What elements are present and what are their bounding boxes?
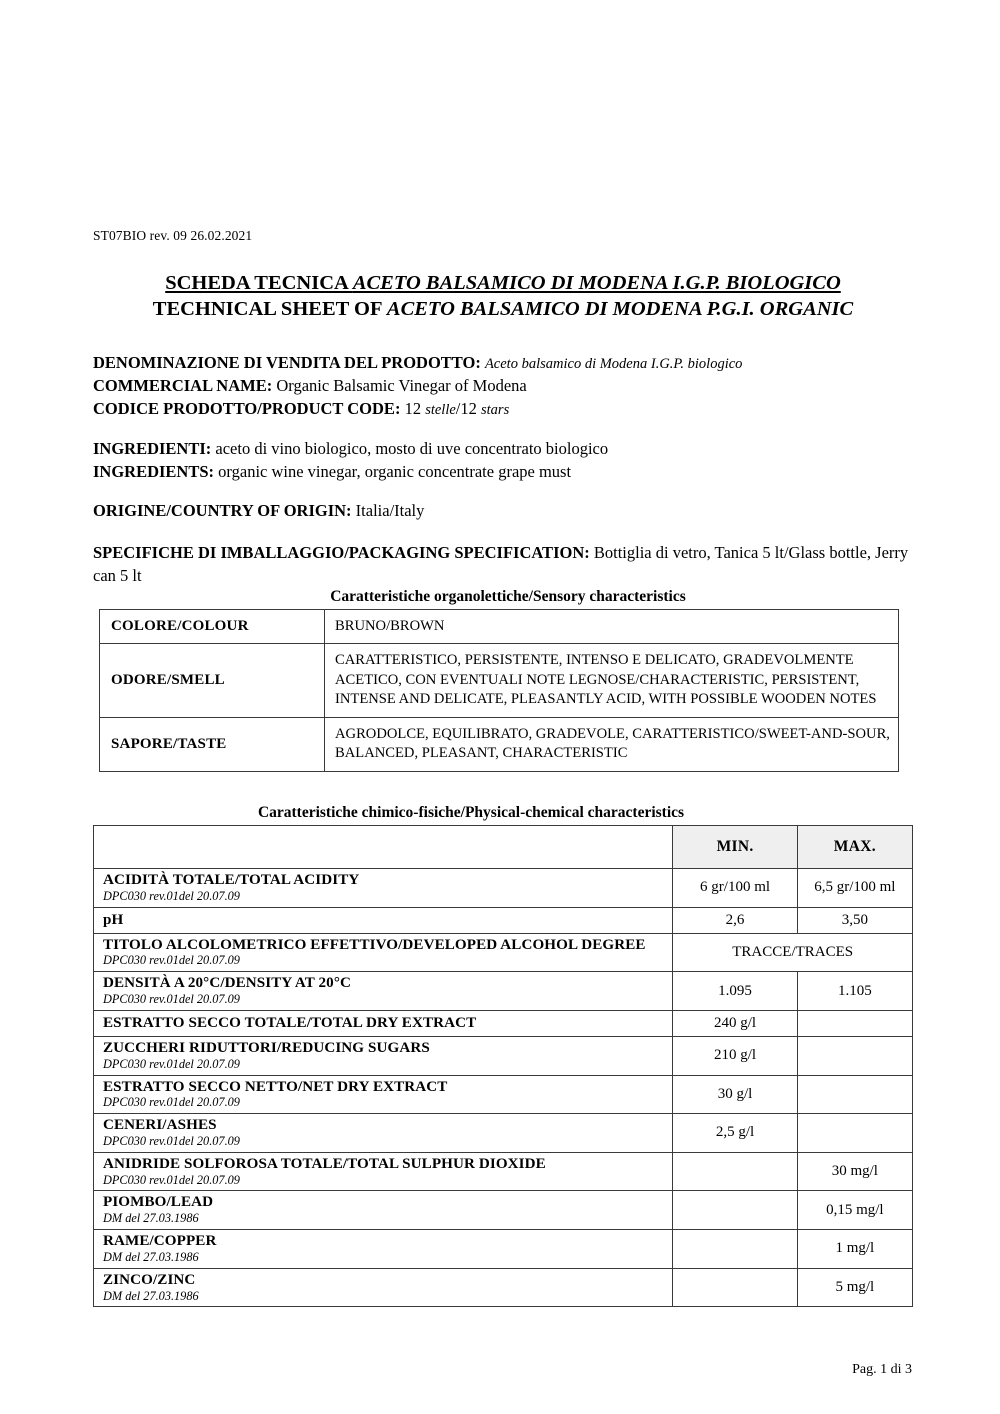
chemical-value-max: 30 mg/l (797, 1152, 912, 1191)
chemical-parameter-name: TITOLO ALCOLOMETRICO EFFETTIVO/DEVELOPED ALCOHOL DEGREE (103, 936, 646, 953)
table-row (94, 1114, 913, 1153)
chemical-parameter-reference: DPC030 rev.01del 20.07.09 (103, 1172, 240, 1187)
chemical-parameter-cell (94, 1191, 673, 1230)
chemical-value-min: 2,6 (673, 907, 797, 933)
sensory-row-value: CARATTERISTICO, PERSISTENTE, INTENSO E DELICATO, GRADEVOLMENTE ACETICO, CON EVENTUALI NOTE LEGNOSE/CHARACTERISTIC, PERSISTENT, INTENSE AND DELICATE, PLEASANTLY ACID, WITH POSSIBLE WOODEN NOTES (325, 644, 899, 718)
packaging-label: SPECIFICHE DI IMBALLAGGIO/PACKAGING SPECIFICATION: (93, 543, 590, 563)
chemical-value-max: 0,15 mg/l (797, 1191, 912, 1230)
title-line-english-emphasis: ACETO BALSAMICO DI MODENA P.G.I. ORGANIC (386, 298, 854, 321)
origin-label: ORIGINE/COUNTRY OF ORIGIN: (93, 501, 352, 521)
chemical-parameter-cell (94, 1036, 673, 1075)
chemical-characteristics-table (93, 825, 913, 1308)
chemical-value-min: 1.095 (673, 972, 797, 1011)
chemical-parameter-reference: DM del 27.03.1986 (103, 1288, 199, 1303)
origin-value: Italia/Italy (355, 501, 425, 521)
packaging-value: Bottiglia di vetro, Tanica 5 lt/Glass bottle, Jerry can 5 lt (93, 543, 909, 585)
chemical-value-min: 240 g/l (673, 1010, 797, 1036)
document-title-block (93, 270, 913, 322)
product-code-value-number: 12 (404, 399, 426, 418)
product-code-value-english: stars (481, 402, 510, 418)
chemical-parameter-cell (94, 1152, 673, 1191)
packaging-line (93, 542, 913, 588)
chemical-value-min (673, 1152, 797, 1191)
chemical-parameter-reference: DPC030 rev.01del 20.07.09 (103, 1134, 240, 1149)
product-code-label: CODICE PRODOTTO/PRODUCT CODE (93, 399, 395, 418)
chemical-parameter-name: ACIDITÀ TOTALE/TOTAL ACIDITY (103, 871, 360, 888)
ingredients-label: INGREDIENTS (93, 461, 209, 481)
chemical-parameter-reference: DPC030 rev.01del 20.07.09 (103, 992, 240, 1007)
chemical-parameter-name: PIOMBO/LEAD (103, 1194, 214, 1211)
table-row (94, 868, 913, 907)
chemical-value-min (673, 1268, 797, 1307)
title-line-italian (93, 270, 913, 296)
commercial-name-value: Organic Balsamic Vinegar of Modena (276, 376, 527, 396)
product-code-line: CODICE PRODOTTO/PRODUCT CODE: 12 stelle/12 stars (93, 399, 510, 418)
page-footer: Pag. 1 di 3 (852, 1362, 912, 1377)
chemical-parameter-reference: DPC030 rev.01del 20.07.09 (103, 888, 240, 903)
ingredienti-value: aceto di vino biologico, mosto di uve concentrato biologico (215, 438, 609, 458)
chemical-header-min: MIN. (673, 825, 797, 868)
chemical-value-max (797, 1036, 912, 1075)
chemical-parameter-reference: DM del 27.03.1986 (103, 1250, 199, 1265)
chemical-parameter-name: ESTRATTO SECCO TOTALE/TOTAL DRY EXTRACT (103, 1014, 477, 1031)
chemical-parameter-cell (94, 1010, 673, 1036)
table-row (94, 1036, 913, 1075)
sensory-row-label: ODORE/SMELL (100, 644, 325, 718)
chemical-parameter-cell (94, 1268, 673, 1307)
ingredients-line: INGREDIENTS: organic wine vinegar, organic concentrate grape must (93, 461, 572, 481)
commercial-name-label: COMMERCIAL NAME (93, 376, 267, 396)
chemical-parameter-name: DENSITÀ A 20°C/DENSITY AT 20°C (103, 975, 351, 992)
product-code-value-separator: /12 (455, 399, 482, 418)
product-code-value-italian: stelle (425, 402, 456, 418)
title-line-italian-plain: SCHEDA TECNICA (165, 272, 353, 294)
table-row (94, 1230, 913, 1269)
title-line-english (93, 296, 913, 322)
chemical-parameter-cell (94, 907, 673, 933)
commercial-name-line: COMMERCIAL NAME: Organic Balsamic Vinegar of Modena (93, 376, 527, 396)
spacer-between-tables (93, 772, 913, 804)
table-row (94, 1010, 913, 1036)
table-row (94, 1152, 913, 1191)
chemical-value-min: 6 gr/100 ml (673, 868, 797, 907)
chemical-value-span: TRACCE/TRACES (673, 933, 913, 972)
chemical-parameter-reference: DPC030 rev.01del 20.07.09 (103, 1056, 240, 1071)
document-revision-code: ST07BIO rev. 09 26.02.2021 (93, 228, 253, 243)
chemical-parameter-cell (94, 1075, 673, 1114)
chemical-table-body (94, 868, 913, 1307)
chemical-parameter-cell (94, 1230, 673, 1269)
chemical-parameter-cell (94, 933, 673, 972)
ingredienti-label: INGREDIENTI (93, 438, 206, 458)
chemical-parameter-reference: DPC030 rev.01del 20.07.09 (103, 1095, 240, 1110)
sensory-table-caption: Caratteristiche organolettiche/Sensory characteristics (330, 587, 686, 605)
ingredients-value: organic wine vinegar, organic concentrate grape must (218, 461, 572, 481)
table-row (100, 644, 899, 718)
denominazione-value: Aceto balsamico di Modena I.G.P. biologico (484, 356, 743, 373)
chemical-value-min (673, 1191, 797, 1230)
chemical-parameter-name: ANIDRIDE SOLFOROSA TOTALE/TOTAL SULPHUR DIOXIDE (103, 1155, 546, 1172)
chemical-value-max: 1 mg/l (797, 1230, 912, 1269)
chemical-header-max: MAX. (797, 825, 912, 868)
chemical-table-caption: Caratteristiche chimico-fisiche/Physical-chemical characteristics (257, 803, 685, 821)
table-row (94, 972, 913, 1011)
sensory-row-label: COLORE/COLOUR (100, 609, 325, 644)
sensory-row-label: SAPORE/TASTE (100, 717, 325, 771)
sensory-row-value: BRUNO/BROWN (325, 609, 899, 644)
chemical-value-max: 3,50 (797, 907, 912, 933)
sensory-characteristics-table (99, 609, 899, 772)
table-row (100, 609, 899, 644)
chemical-parameter-name: ESTRATTO SECCO NETTO/NET DRY EXTRACT (103, 1078, 448, 1095)
table-row (94, 933, 913, 972)
chemical-parameter-cell (94, 1114, 673, 1153)
table-row (94, 1191, 913, 1230)
chemical-table-header-row (94, 825, 913, 868)
table-row (100, 717, 899, 771)
chemical-value-min: 2,5 g/l (673, 1114, 797, 1153)
chemical-parameter-reference: DPC030 rev.01del 20.07.09 (103, 953, 240, 968)
chemical-value-min: 210 g/l (673, 1036, 797, 1075)
chemical-parameter-name: ZUCCHERI RIDUTTORI/REDUCING SUGARS (103, 1039, 430, 1056)
chemical-value-max (797, 1075, 912, 1114)
chemical-parameter-cell (94, 972, 673, 1011)
spacer-after-origin (93, 523, 913, 542)
chemical-parameter-reference: DM del 27.03.1986 (103, 1211, 199, 1226)
chemical-parameter-name: RAME/COPPER (103, 1233, 217, 1250)
table-row (94, 1075, 913, 1114)
title-line-english-plain: TECHNICAL SHEET OF (152, 298, 387, 321)
chemical-parameter-name: ZINCO/ZINC (103, 1271, 196, 1288)
document-body (93, 228, 913, 1307)
chemical-header-blank (94, 825, 673, 868)
chemical-value-max (797, 1010, 912, 1036)
chemical-parameter-name: CENERI/ASHES (103, 1117, 217, 1134)
chemical-value-max: 5 mg/l (797, 1268, 912, 1307)
origin-line (93, 500, 913, 523)
chemical-value-min (673, 1230, 797, 1269)
chemical-parameter-name: pH (103, 911, 124, 928)
chemical-value-max: 6,5 gr/100 ml (797, 868, 912, 907)
sensory-row-value: AGRODOLCE, EQUILIBRATO, GRADEVOLE, CARATTERISTICO/SWEET-AND-SOUR, BALANCED, PLEASANT, CHARACTERISTIC (325, 717, 899, 771)
chemical-value-max: 1.105 (797, 972, 912, 1011)
spacer-after-product-code (93, 421, 913, 438)
chemical-value-max (797, 1114, 912, 1153)
ingredienti-line: INGREDIENTI: aceto di vino biologico, mosto di uve concentrato biologico (93, 438, 609, 458)
denominazione-line: DENOMINAZIONE DI VENDITA DEL PRODOTTO: Aceto balsamico di Modena I.G.P. biologico (93, 353, 743, 373)
denominazione-label: DENOMINAZIONE DI VENDITA DEL PRODOTTO (93, 353, 476, 373)
chemical-parameter-cell (94, 868, 673, 907)
table-row (94, 1268, 913, 1307)
table-row (94, 907, 913, 933)
chemical-value-min: 30 g/l (673, 1075, 797, 1114)
title-line-italian-emphasis: ACETO BALSAMICO DI MODENA I.G.P. BIOLOGICO (352, 272, 841, 294)
spacer-after-ingredients (93, 483, 913, 500)
